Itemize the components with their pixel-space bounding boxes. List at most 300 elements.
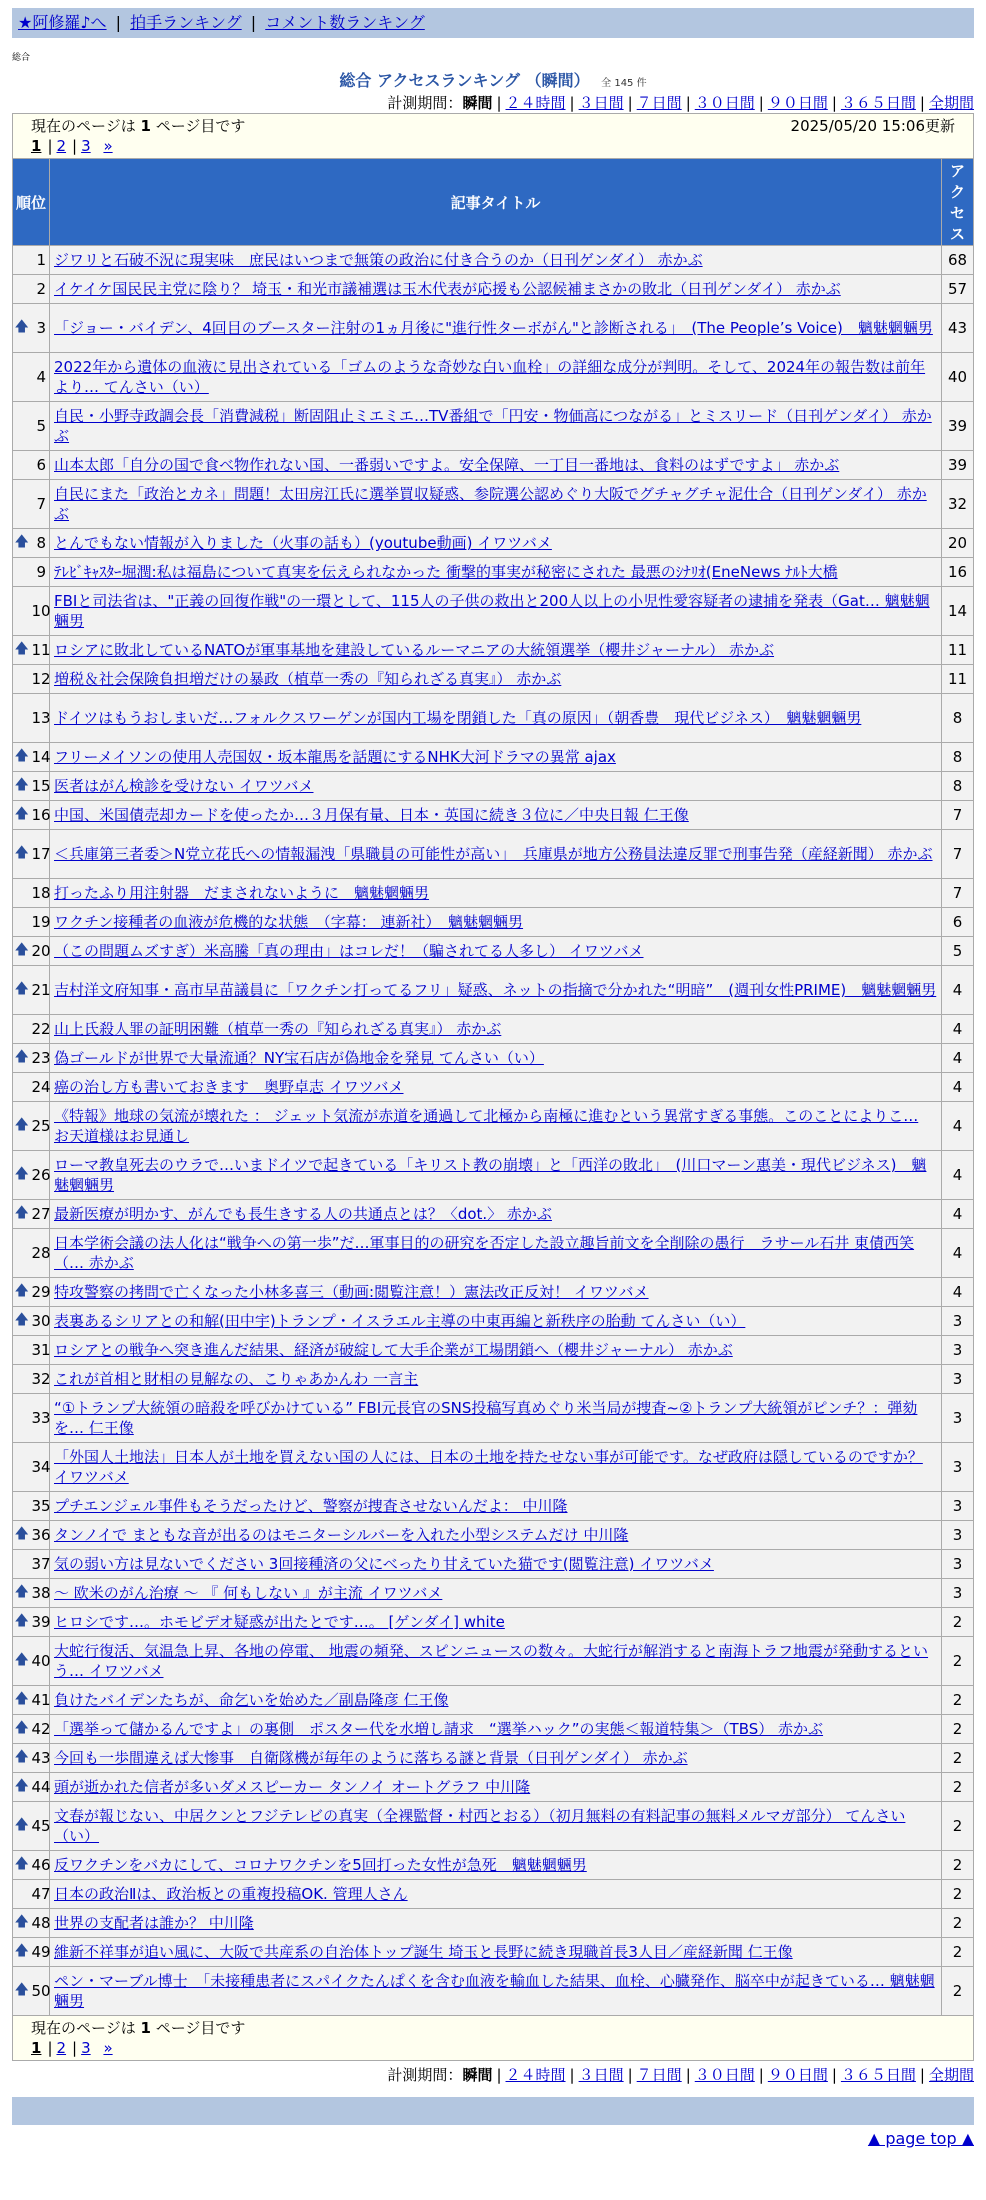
- period-link[interactable]: ２４時間: [505, 2066, 566, 2084]
- next-page-link[interactable]: »: [103, 2039, 113, 2057]
- page-title: [12, 68, 974, 91]
- trend-cell: [13, 1967, 31, 2016]
- article-link[interactable]: ローマ教皇死去のウラで…いまドイツで起きている「キリスト教の崩壊」と「西洋の敗北」 (川口マーン惠美・現代ビジネス) 魑魅魍魎男: [54, 1156, 927, 1194]
- arrow-up-icon: 🡅: [14, 748, 29, 764]
- category-label: 総合: [12, 53, 31, 63]
- page-top: [12, 2129, 974, 2148]
- title-cell: [50, 1015, 942, 1044]
- trend-cell: [13, 558, 31, 587]
- article-link[interactable]: 維新不祥事が追い風に、大阪で共産系の自治体トップ誕生 埼玉と長野に続き現職首長3人目／産経新聞 仁王像: [54, 1943, 793, 1961]
- bottom-bar: [12, 2097, 974, 2125]
- title-cell: [50, 1102, 942, 1151]
- title-cell: [50, 801, 942, 830]
- rank-number: 26: [31, 1151, 50, 1200]
- rank-number: 34: [31, 1443, 50, 1492]
- trend-cell: [13, 966, 31, 1015]
- arrow-up-icon: 🡅: [14, 1117, 29, 1133]
- rank-number: 49: [31, 1938, 50, 1967]
- article-link[interactable]: （この問題ムズすぎ）米高騰「真の理由」はコレだ！（騙されてる人多し） イワツバメ: [54, 942, 644, 960]
- access-count: 7: [942, 830, 974, 879]
- rank-number: 13: [31, 694, 50, 743]
- table-row: [13, 1492, 974, 1521]
- period-link[interactable]: ９０日間: [767, 94, 828, 112]
- access-count: 6: [942, 908, 974, 937]
- arrow-up-icon: 🡅: [14, 806, 29, 822]
- trend-cell: [13, 1521, 31, 1550]
- article-link[interactable]: 山上氏殺人罪の証明困難（植草一秀の『知られざる真実』） 赤かぶ: [54, 1020, 502, 1038]
- trend-cell: [13, 1278, 31, 1307]
- access-count: 43: [942, 304, 974, 353]
- rank-number: 41: [31, 1686, 50, 1715]
- pager-top: [12, 113, 974, 158]
- access-count: 2: [942, 1938, 974, 1967]
- trend-cell: [13, 1744, 31, 1773]
- trend-cell: [13, 451, 31, 480]
- access-count: 8: [942, 743, 974, 772]
- period-separator: |: [919, 2066, 925, 2084]
- article-link[interactable]: ロシアとの戦争へ突き進んだ結果、経済が破綻して大手企業が工場閉鎖へ（櫻井ジャーナル） 赤かぶ: [54, 1341, 733, 1359]
- updated-time: 2025/05/20 15:06更新: [790, 117, 955, 135]
- article-link[interactable]: 文春が報じない、中居クンとフジテレビの真実（全裸監督・村西とおる）（初月無料の有料記事の無料メルマガ部分） てんさい（い）: [54, 1807, 906, 1845]
- title-cell: [50, 1073, 942, 1102]
- title-cell: [50, 353, 942, 402]
- title-cell: [50, 1802, 942, 1851]
- clap-ranking-link[interactable]: 拍手ランキング: [130, 13, 242, 32]
- trend-cell: [13, 636, 31, 665]
- access-count: 40: [942, 353, 974, 402]
- trend-cell: [13, 1492, 31, 1521]
- access-count: 3: [942, 1394, 974, 1443]
- next-page-link[interactable]: »: [103, 137, 113, 155]
- access-count: 4: [942, 1073, 974, 1102]
- rank-number: 24: [31, 1073, 50, 1102]
- period-selector: [12, 2065, 974, 2085]
- access-header: アクセス: [942, 159, 974, 246]
- rank-number: 48: [31, 1909, 50, 1938]
- period-link[interactable]: ３６５日間: [840, 2066, 916, 2084]
- arrow-up-icon: 🡅: [14, 1049, 29, 1065]
- arrow-up-icon: 🡅: [14, 1283, 29, 1299]
- access-count: 2: [942, 1744, 974, 1773]
- period-link[interactable]: ７日間: [636, 2066, 682, 2084]
- article-link[interactable]: ロシアに敗北しているNATOが軍事基地を建設しているルーマニアの大統領選挙（櫻井ジャーナル） 赤かぶ: [54, 641, 775, 659]
- arrow-up-icon: 🡅: [14, 319, 29, 335]
- title-cell: [50, 1880, 942, 1909]
- table-row: [13, 1278, 974, 1307]
- page-link[interactable]: 3: [81, 137, 91, 155]
- trend-cell: [13, 1307, 31, 1336]
- page-links: [31, 2038, 955, 2058]
- article-link[interactable]: 自民・小野寺政調会長「消費減税」断固阻止ミエミエ…TV番組で「円安・物価高につながる」とミスリード（日刊ゲンダイ） 赤かぶ: [54, 407, 932, 445]
- title-cell: [50, 1521, 942, 1550]
- table-row: [13, 743, 974, 772]
- rank-number: 17: [31, 830, 50, 879]
- access-count: 4: [942, 1278, 974, 1307]
- trend-cell: [13, 1073, 31, 1102]
- title-cell: [50, 908, 942, 937]
- table-row: [13, 402, 974, 451]
- article-link[interactable]: ＜兵庫第三者委＞N党立花氏への情報漏洩「県職員の可能性が高い」 兵庫県が地方公務員法違反罪で刑事告発（産経新聞） 赤かぶ: [54, 845, 933, 863]
- title-cell: [50, 1637, 942, 1686]
- rank-number: 30: [31, 1307, 50, 1336]
- article-link[interactable]: 「選挙って儲かるんですよ」の裏側 ポスター代を水増し請求 “選挙ハック”の実態＜報道特集＞（TBS） 赤かぶ: [54, 1720, 824, 1738]
- trend-cell: [13, 1851, 31, 1880]
- table-row: [13, 558, 974, 587]
- article-link[interactable]: イケイケ国民民主党に陰り？ 埼玉・和光市議補選は玉木代表が応援も公認候補まさかの敗北（日刊ゲンダイ） 赤かぶ: [54, 280, 841, 298]
- rank-number: 19: [31, 908, 50, 937]
- rank-number: 4: [31, 353, 50, 402]
- article-link[interactable]: フリーメイソンの使用人売国奴・坂本龍馬を話題にするNHK大河ドラマの異常 ajax: [54, 748, 616, 766]
- title-cell: [50, 1394, 942, 1443]
- period-separator: |: [831, 94, 837, 112]
- table-row: [13, 1336, 974, 1365]
- article-link[interactable]: 山本太郎「自分の国で食べ物作れない国、一番弱いですよ。安全保障、一丁目一番地は、食料のはずですよ」 赤かぶ: [54, 456, 840, 474]
- access-count: 2: [942, 1637, 974, 1686]
- article-link[interactable]: 特攻警察の拷問で亡くなった小林多喜三（動画:閲覧注意！）憲法改正反対！ イワツバメ: [54, 1283, 649, 1301]
- period-current: 瞬間: [462, 2066, 493, 2084]
- access-count: 2: [942, 1802, 974, 1851]
- trend-cell: [13, 937, 31, 966]
- arrow-up-icon: 🡅: [14, 1166, 29, 1182]
- access-count: 4: [942, 1229, 974, 1278]
- article-link[interactable]: ﾃﾚﾋﾞｷｬｽﾀｰ堀潤:私は福島について真実を伝えられなかった 衝撃的事実が秘密にされた 最悪のｼﾅﾘｵ(EneNews ﾅﾙﾄ大橋: [54, 563, 838, 581]
- article-link[interactable]: ペン・マーブル博士 「未接種患者にスパイクたんぱくを含む血液を輸血した結果、血栓、心臓発作、脳卒中が起きている… 魑魅魍魎男: [54, 1972, 935, 2010]
- table-row: [13, 1044, 974, 1073]
- access-count: 14: [942, 587, 974, 636]
- period-separator: |: [685, 2066, 691, 2084]
- title-cell: [50, 1229, 942, 1278]
- article-link[interactable]: 今回も一歩間違えば大惨事 自衛隊機が毎年のように落ちる謎と背景（日刊ゲンダイ） 赤かぶ: [54, 1749, 688, 1767]
- trend-cell: [13, 1229, 31, 1278]
- page-link[interactable]: 1: [31, 137, 42, 155]
- access-count: 16: [942, 558, 974, 587]
- trend-cell: [13, 801, 31, 830]
- rank-number: 10: [31, 587, 50, 636]
- table-row: [13, 1521, 974, 1550]
- title-cell: [50, 246, 942, 275]
- article-link[interactable]: 打ったふり用注射器 だまされないように 魑魅魍魎男: [54, 884, 430, 902]
- rank-number: 47: [31, 1880, 50, 1909]
- trend-cell: [13, 1336, 31, 1365]
- page-separator: |: [47, 2039, 53, 2057]
- trend-cell: [13, 665, 31, 694]
- trend-cell: [13, 353, 31, 402]
- access-count: 2: [942, 1880, 974, 1909]
- table-row: [13, 1802, 974, 1851]
- period-link[interactable]: ３０日間: [694, 2066, 755, 2084]
- period-link[interactable]: ７日間: [636, 94, 682, 112]
- article-link[interactable]: ヒロシです…。ホモビデオ疑惑が出たとです…。 [ゲンダイ] white: [54, 1613, 505, 1631]
- article-link[interactable]: 表裏あるシリアとの和解(田中宇)トランプ・イスラエル主導の中東再編と新秩序の胎動 てんさい（い）: [54, 1312, 746, 1330]
- table-row: [13, 966, 974, 1015]
- trend-cell: [13, 1608, 31, 1637]
- access-count: 39: [942, 451, 974, 480]
- trend-cell: [13, 1579, 31, 1608]
- article-link[interactable]: ワクチン接種者の血液が危機的な状態 （字幕： 連新社） 魑魅魍魎男: [54, 913, 524, 931]
- nav-separator: |: [250, 13, 257, 32]
- access-count: 2: [942, 1909, 974, 1938]
- article-link[interactable]: 日本学術会議の法人化は“戦争への第一歩”だ…軍事目的の研究を否定した設立趣旨前文を全削除の愚行 ラサール石井 東債西笑（… 赤かぶ: [54, 1234, 915, 1272]
- access-count: 8: [942, 772, 974, 801]
- table-row: [13, 246, 974, 275]
- access-count: 4: [942, 1102, 974, 1151]
- title-cell: [50, 830, 942, 879]
- title-cell: [50, 1967, 942, 2016]
- title-cell: [50, 402, 942, 451]
- access-count: 3: [942, 1579, 974, 1608]
- access-count: 68: [942, 246, 974, 275]
- access-count: 2: [942, 1715, 974, 1744]
- rank-number: 3: [31, 304, 50, 353]
- arrow-up-icon: 🡅: [14, 1749, 29, 1765]
- rank-number: 23: [31, 1044, 50, 1073]
- rank-number: 36: [31, 1521, 50, 1550]
- article-link[interactable]: 吉村洋文府知事・高市早苗議員に「ワクチン打ってるフリ」疑惑、ネットの指摘で分かれた“明暗” (週刊女性PRIME) 魑魅魍魎男: [54, 981, 937, 999]
- current-page-info: 現在のページは 1 ページ目です: [31, 2019, 246, 2037]
- table-row: [13, 830, 974, 879]
- article-link[interactable]: 最新医療が明かす、がんでも長生きする人の共通点とは？〈dot.〉 赤かぶ: [54, 1205, 552, 1223]
- access-count: 3: [942, 1307, 974, 1336]
- title-cell: [50, 1773, 942, 1802]
- table-row: [13, 694, 974, 743]
- article-link[interactable]: 世界の支配者は誰か？ 中川隆: [54, 1914, 254, 1932]
- ranking-table: [12, 158, 974, 2016]
- trend-cell: [13, 275, 31, 304]
- rank-number: 28: [31, 1229, 50, 1278]
- title-cell: [50, 451, 942, 480]
- access-count: 3: [942, 1365, 974, 1394]
- access-count: 3: [942, 1521, 974, 1550]
- title-cell: [50, 694, 942, 743]
- period-link[interactable]: ３６５日間: [840, 94, 916, 112]
- period-link[interactable]: ９０日間: [767, 2066, 828, 2084]
- table-row: [13, 1909, 974, 1938]
- page-separator: |: [72, 2039, 78, 2057]
- arrow-up-icon: 🡅: [14, 1914, 29, 1930]
- article-link[interactable]: とんでもない情報が入りました（火事の話も）(youtube動画) イワツバメ: [54, 534, 552, 552]
- article-link[interactable]: 偽ゴールドが世界で大量流通？NY宝石店が偽地金を発見 てんさい（い）: [54, 1049, 544, 1067]
- trend-cell: [13, 1909, 31, 1938]
- article-link[interactable]: 頭が逝かれた信者が多いダメスピーカー タンノイ オートグラフ 中川隆: [54, 1778, 531, 1796]
- comment-ranking-link[interactable]: コメント数ランキング: [265, 13, 425, 32]
- title-cell: [50, 1365, 942, 1394]
- arrow-up-icon: 🡅: [14, 1205, 29, 1221]
- access-count: 2: [942, 1686, 974, 1715]
- table-row: [13, 1579, 974, 1608]
- page-link[interactable]: 2: [56, 137, 67, 155]
- page-link[interactable]: 1: [31, 2039, 42, 2057]
- table-row: [13, 1365, 974, 1394]
- access-count: 4: [942, 1044, 974, 1073]
- rank-number: 1: [31, 246, 50, 275]
- article-link[interactable]: ～ 欧米のがん治療 ～ 『 何もしない 』が主流 イワツバメ: [54, 1584, 443, 1602]
- table-row: [13, 1073, 974, 1102]
- rank-number: 5: [31, 402, 50, 451]
- period-separator: |: [627, 94, 633, 112]
- title-header: 記事タイトル: [50, 159, 942, 246]
- table-row: [13, 1229, 974, 1278]
- page-link[interactable]: 2: [56, 2039, 67, 2057]
- trend-cell: [13, 772, 31, 801]
- table-row: [13, 1880, 974, 1909]
- rank-number: 38: [31, 1579, 50, 1608]
- rank-number: 44: [31, 1773, 50, 1802]
- nav-separator: |: [115, 13, 122, 32]
- rank-number: 40: [31, 1637, 50, 1686]
- rank-number: 12: [31, 665, 50, 694]
- period-separator: |: [758, 2066, 764, 2084]
- title-cell: [50, 1336, 942, 1365]
- title-cell: [50, 558, 942, 587]
- title-cell: [50, 665, 942, 694]
- table-row: [13, 1715, 974, 1744]
- article-link[interactable]: 癌の治し方も書いておきます 奥野卓志 イワツバメ: [54, 1078, 404, 1096]
- period-link[interactable]: 全期間: [928, 2066, 974, 2084]
- article-link[interactable]: 増税＆社会保険負担増だけの暴政（植草一秀の『知られざる真実』） 赤かぶ: [54, 670, 562, 688]
- article-link[interactable]: 「外国人土地法」日本人が土地を買えない国の人には、日本の土地を持たせない事が可能です。なぜ政府は隠しているのですか？ イワツバメ: [54, 1448, 923, 1486]
- table-row: [13, 665, 974, 694]
- period-link[interactable]: 全期間: [928, 94, 974, 112]
- article-link[interactable]: これが首相と財相の見解なの、こりゃあかんわ 一言主: [54, 1370, 419, 1388]
- trend-cell: [13, 1102, 31, 1151]
- home-link[interactable]: ★阿修羅♪へ: [18, 13, 107, 32]
- arrow-up-icon: 🡅: [14, 981, 29, 997]
- access-count: 4: [942, 1151, 974, 1200]
- rank-number: 15: [31, 772, 50, 801]
- rank-number: 16: [31, 801, 50, 830]
- arrow-up-icon: 🡅: [14, 845, 29, 861]
- title-cell: [50, 304, 942, 353]
- trend-cell: [13, 529, 31, 558]
- period-link[interactable]: ３日間: [578, 2066, 624, 2084]
- article-link[interactable]: 「ジョー・バイデン、4回目のブースター注射の1ヵ月後に"進行性ターボがん"と診断される」 (The People’s Voice) 魑魅魍魎男: [54, 319, 933, 337]
- trend-cell: [13, 1015, 31, 1044]
- period-separator: |: [758, 94, 764, 112]
- period-link[interactable]: ３０日間: [694, 94, 755, 112]
- title-cell: [50, 1307, 942, 1336]
- article-link[interactable]: 反ワクチンをバカにして、コロナワクチンを5回打った女性が急死 魑魅魍魎男: [54, 1856, 587, 1874]
- access-count: 7: [942, 801, 974, 830]
- trend-cell: [13, 1151, 31, 1200]
- table-row: [13, 1015, 974, 1044]
- title-text: 総合 アクセスランキング （瞬間）: [339, 71, 590, 90]
- period-separator: |: [627, 2066, 633, 2084]
- page-separator: |: [47, 137, 53, 155]
- article-link[interactable]: 医者はがん検診を受けない イワツバメ: [54, 777, 314, 795]
- access-count: 11: [942, 636, 974, 665]
- arrow-up-icon: 🡅: [14, 1652, 29, 1668]
- period-separator: |: [569, 94, 575, 112]
- article-link[interactable]: 中国、米国債売却カードを使ったか…３月保有量、日本・英国に続き３位に／中央日報 仁王像: [54, 806, 689, 824]
- rank-number: 50: [31, 1967, 50, 2016]
- table-row: [13, 879, 974, 908]
- period-current: 瞬間: [462, 94, 493, 112]
- rank-number: 6: [31, 451, 50, 480]
- access-count: 39: [942, 402, 974, 451]
- access-count: 7: [942, 879, 974, 908]
- access-count: 3: [942, 1336, 974, 1365]
- rank-number: 42: [31, 1715, 50, 1744]
- table-row: [13, 1307, 974, 1336]
- arrow-up-icon: 🡅: [14, 1312, 29, 1328]
- trend-cell: [13, 480, 31, 529]
- period-link[interactable]: ２４時間: [505, 94, 566, 112]
- article-link[interactable]: タンノイで まともな音が出るのはモニターシルバーを入れた小型システムだけ 中川隆: [54, 1526, 629, 1544]
- trend-cell: [13, 694, 31, 743]
- title-cell: [50, 1151, 942, 1200]
- trend-cell: [13, 1880, 31, 1909]
- trend-cell: [13, 1550, 31, 1579]
- rank-number: 32: [31, 1365, 50, 1394]
- arrow-up-icon: 🡅: [14, 534, 29, 550]
- article-link[interactable]: 日本の政治Ⅱは、政治板との重複投稿OK. 管理人さん: [54, 1885, 408, 1903]
- article-link[interactable]: 気の弱い方は見ないでください 3回接種済の父にべったり甘えていた猫です(閲覧注意) イワツバメ: [54, 1555, 714, 1573]
- period-separator: |: [496, 94, 502, 112]
- rank-number: 20: [31, 937, 50, 966]
- page-top-link[interactable]: ▲ page top ▲: [867, 2129, 974, 2148]
- page-link[interactable]: 3: [81, 2039, 91, 2057]
- trend-cell: [13, 1044, 31, 1073]
- article-link[interactable]: プチエンジェル事件もそうだったけど、警察が捜査させないんだよ： 中川隆: [54, 1497, 568, 1515]
- rank-number: 45: [31, 1802, 50, 1851]
- rank-number: 37: [31, 1550, 50, 1579]
- trend-cell: [13, 246, 31, 275]
- article-link[interactable]: 2022年から遺体の血液に見出されている「ゴムのような奇妙な白い血栓」の詳細な成分が判明。そして、2024年の報告数は前年より… てんさい（い）: [54, 358, 926, 396]
- arrow-up-icon: 🡅: [14, 641, 29, 657]
- article-link[interactable]: 《特報》地球の気流が壊れた ： ジェット気流が赤道を通過して北極から南極に進むという異常すぎる事態。このことによりこ… お天道様はお見通し: [54, 1107, 919, 1145]
- rank-number: 43: [31, 1744, 50, 1773]
- title-cell: [50, 1492, 942, 1521]
- period-link[interactable]: ３日間: [578, 94, 624, 112]
- trend-cell: [13, 402, 31, 451]
- rank-number: 39: [31, 1608, 50, 1637]
- arrow-up-icon: 🡅: [14, 1982, 29, 1998]
- title-cell: [50, 636, 942, 665]
- table-row: [13, 1443, 974, 1492]
- title-cell: [50, 1550, 942, 1579]
- article-link[interactable]: 自民にまた「政治とカネ」問題！太田房江氏に選挙買収疑惑、参院選公認めぐり大阪でグチャグチャ泥仕合（日刊ゲンダイ） 赤かぶ: [54, 485, 927, 523]
- access-count: 32: [942, 480, 974, 529]
- rank-number: 7: [31, 480, 50, 529]
- table-row: [13, 772, 974, 801]
- article-link[interactable]: “①トランプ大統領の暗殺を呼びかけている” FBI元長官のSNS投稿写真めぐり米当局が捜査~②トランプ大統領がピンチ？：弾劾を… 仁王像: [54, 1399, 918, 1437]
- arrow-up-icon: 🡅: [14, 1526, 29, 1542]
- rank-number: 8: [31, 529, 50, 558]
- rank-number: 35: [31, 1492, 50, 1521]
- article-link[interactable]: 負けたバイデンたちが、命乞いを始めた／副島隆彦 仁王像: [54, 1691, 449, 1709]
- trend-cell: [13, 908, 31, 937]
- total-count: 全 145 件: [601, 78, 647, 89]
- title-cell: [50, 1443, 942, 1492]
- article-link[interactable]: ドイツはもうおしまいだ…フォルクスワーゲンが国内工場を閉鎖した「真の原因」（朝香豊 現代ビジネス） 魑魅魍魎男: [54, 709, 862, 727]
- rank-number: 2: [31, 275, 50, 304]
- title-cell: [50, 1909, 942, 1938]
- arrow-up-icon: 🡅: [14, 777, 29, 793]
- title-cell: [50, 879, 942, 908]
- arrow-up-icon: 🡅: [14, 1817, 29, 1833]
- article-link[interactable]: 大蛇行復活、気温急上昇、各地の停電、 地震の頻発、スピンニュースの数々。大蛇行が解消すると南海トラフ地震が発動するという… イワツバメ: [54, 1642, 929, 1680]
- trend-cell: [13, 1802, 31, 1851]
- article-link[interactable]: ジワリと石破不況に現実味 庶民はいつまで無策の政治に付き合うのか（日刊ゲンダイ） 赤かぶ: [54, 251, 703, 269]
- arrow-up-icon: 🡅: [14, 1691, 29, 1707]
- title-cell: [50, 1744, 942, 1773]
- article-link[interactable]: FBIと司法省は、"正義の回復作戦"の一環として、115人の子供の救出と200人以上の小児性愛容疑者の逮捕を発表（Gat… 魑魅魍魎男: [54, 592, 930, 630]
- table-row: [13, 801, 974, 830]
- access-count: 2: [942, 1851, 974, 1880]
- title-cell: [50, 772, 942, 801]
- table-row: [13, 937, 974, 966]
- trend-cell: [13, 830, 31, 879]
